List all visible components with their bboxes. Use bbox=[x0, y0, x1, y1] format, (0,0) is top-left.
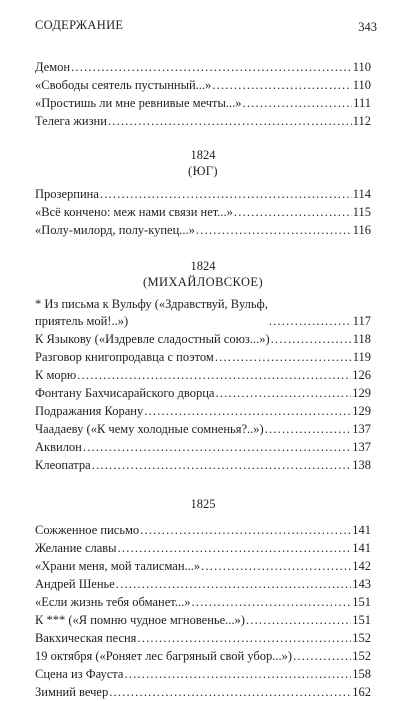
entry-title bbox=[35, 296, 268, 330]
leader-dots bbox=[77, 366, 351, 384]
entry-title: Чаадаеву («К чему холодные сомненья?..») bbox=[35, 422, 264, 436]
leader-dots bbox=[71, 58, 352, 76]
section-year: 1824 bbox=[190, 259, 216, 273]
entry-title: «Полу-милорд, полу-купец...» bbox=[35, 223, 195, 237]
entry-title: Подражания Корану bbox=[35, 404, 144, 418]
entry-page: 138 bbox=[352, 458, 371, 472]
entry-title: «Простишь ли мне ревнивые мечты...» bbox=[35, 96, 242, 110]
entry-title: К Языкову («Издревле сладостный союз...») bbox=[35, 332, 270, 346]
entry-title: «Если жизнь тебя обманет...» bbox=[35, 595, 191, 609]
section-heading bbox=[35, 496, 371, 512]
leader-dots bbox=[83, 438, 351, 456]
toc-entry bbox=[35, 330, 371, 348]
toc-entry bbox=[35, 438, 371, 456]
toc-entry bbox=[35, 593, 371, 611]
leader-dots bbox=[191, 593, 351, 611]
toc-entry bbox=[35, 539, 371, 557]
entry-page: 158 bbox=[352, 667, 371, 681]
entry-page: 152 bbox=[352, 631, 371, 645]
entry-page: 126 bbox=[352, 368, 371, 382]
entry-page: 152 bbox=[352, 649, 371, 663]
entry-title: Демон bbox=[35, 60, 71, 74]
section-year: 1824 bbox=[190, 148, 216, 162]
toc-entry bbox=[35, 58, 371, 76]
leader-dots bbox=[124, 665, 351, 683]
toc-entry bbox=[35, 76, 371, 94]
entry-page: 129 bbox=[352, 404, 371, 418]
toc-entry bbox=[35, 647, 371, 665]
leader-dots bbox=[271, 330, 352, 348]
entry-page: 141 bbox=[352, 541, 371, 555]
entry-title: Сцена из Фауста bbox=[35, 667, 124, 681]
leader-dots bbox=[212, 76, 351, 94]
toc-entry bbox=[35, 348, 371, 366]
toc-entry bbox=[35, 203, 371, 221]
entry-title-line-1: * Из письма к Вульфу («Здравствуй, Вульф, bbox=[35, 297, 268, 311]
toc-entry bbox=[35, 557, 371, 575]
toc-entry bbox=[35, 366, 371, 384]
entry-page: 115 bbox=[352, 205, 371, 219]
entry-title: К *** («Я помню чудное мгновенье...») bbox=[35, 613, 245, 627]
leader-dots bbox=[140, 521, 351, 539]
section-place: (МИХАЙЛОВСКОЕ) bbox=[142, 275, 264, 289]
entry-page: 118 bbox=[352, 332, 371, 346]
entry-page: 137 bbox=[352, 422, 371, 436]
toc-entry bbox=[35, 683, 371, 701]
leader-dots bbox=[108, 112, 352, 130]
toc-entry bbox=[35, 575, 371, 593]
entry-page: 110 bbox=[352, 60, 371, 74]
toc-entry bbox=[35, 456, 371, 474]
entry-page: 117 bbox=[352, 314, 371, 328]
toc-entry bbox=[35, 611, 371, 629]
leader-dots bbox=[196, 221, 352, 239]
leader-dots bbox=[109, 683, 351, 701]
entry-page: 142 bbox=[352, 559, 371, 573]
section-place: (ЮГ) bbox=[188, 164, 218, 178]
leader-dots bbox=[137, 629, 351, 647]
entry-page: 143 bbox=[352, 577, 371, 591]
entry-title: Прозерпина bbox=[35, 187, 99, 201]
entry-title: «Храни меня, мой талисман...» bbox=[35, 559, 201, 573]
entry-title: Вакхическая песня bbox=[35, 631, 137, 645]
leader-dots bbox=[215, 348, 352, 366]
leader-dots bbox=[269, 313, 352, 330]
toc-entry bbox=[35, 185, 371, 203]
entry-page: 116 bbox=[352, 223, 371, 237]
entry-page: 112 bbox=[352, 114, 371, 128]
entry-title: Андрей Шенье bbox=[35, 577, 115, 591]
entry-title: 19 октября («Роняет лес багряный свой убор...») bbox=[35, 649, 293, 663]
leader-dots bbox=[92, 456, 352, 474]
entry-page: 119 bbox=[352, 350, 371, 364]
leader-dots bbox=[116, 575, 351, 593]
entry-title: Аквилон bbox=[35, 440, 82, 454]
toc-entry bbox=[35, 94, 371, 112]
section-heading bbox=[35, 147, 371, 179]
toc-entry bbox=[35, 521, 371, 539]
toc-entry bbox=[35, 665, 371, 683]
entry-page: 151 bbox=[352, 595, 371, 609]
leader-dots bbox=[293, 647, 351, 665]
toc-entry bbox=[35, 420, 371, 438]
toc-entry bbox=[35, 296, 371, 330]
toc-entry bbox=[35, 629, 371, 647]
entry-page: 110 bbox=[352, 78, 371, 92]
leader-dots bbox=[118, 539, 352, 557]
entry-page: 111 bbox=[353, 96, 371, 110]
entry-page: 162 bbox=[352, 685, 371, 699]
entry-page: 151 bbox=[352, 613, 371, 627]
toc-entry bbox=[35, 221, 371, 239]
entry-title: Клеопатра bbox=[35, 458, 91, 472]
section-year: 1825 bbox=[190, 497, 216, 511]
leader-dots bbox=[144, 402, 351, 420]
leader-dots bbox=[246, 611, 351, 629]
entry-title: «Всё кончено: меж нами связи нет...» bbox=[35, 205, 233, 219]
leader-dots bbox=[100, 185, 352, 203]
entry-page: 114 bbox=[352, 187, 371, 201]
entry-title: Разговор книгопродавца с поэтом bbox=[35, 350, 214, 364]
entry-title: Телега жизни bbox=[35, 114, 107, 128]
toc-entry bbox=[35, 402, 371, 420]
entry-title-line-2: приятель мой!..») bbox=[35, 314, 129, 328]
leader-dots bbox=[201, 557, 351, 575]
leader-dots bbox=[234, 203, 352, 221]
entry-page: 129 bbox=[352, 386, 371, 400]
running-head: СОДЕРЖАНИЕ bbox=[35, 18, 124, 32]
toc-entry bbox=[35, 112, 371, 130]
entry-title: «Свободы сеятель пустынный...» bbox=[35, 78, 212, 92]
page-number: 343 bbox=[358, 20, 377, 34]
toc-entry bbox=[35, 384, 371, 402]
entry-title: Фонтану Бахчисарайского дворца bbox=[35, 386, 215, 400]
table-of-contents bbox=[35, 58, 371, 701]
entry-page: 141 bbox=[352, 523, 371, 537]
leader-dots bbox=[243, 94, 353, 112]
leader-dots bbox=[265, 420, 352, 438]
entry-title: Зимний вечер bbox=[35, 685, 109, 699]
entry-page: 137 bbox=[352, 440, 371, 454]
entry-title: Сожженное письмо bbox=[35, 523, 140, 537]
entry-title: К морю bbox=[35, 368, 77, 382]
entry-title: Желание славы bbox=[35, 541, 117, 555]
leader-dots bbox=[215, 384, 351, 402]
section-heading bbox=[35, 258, 371, 290]
